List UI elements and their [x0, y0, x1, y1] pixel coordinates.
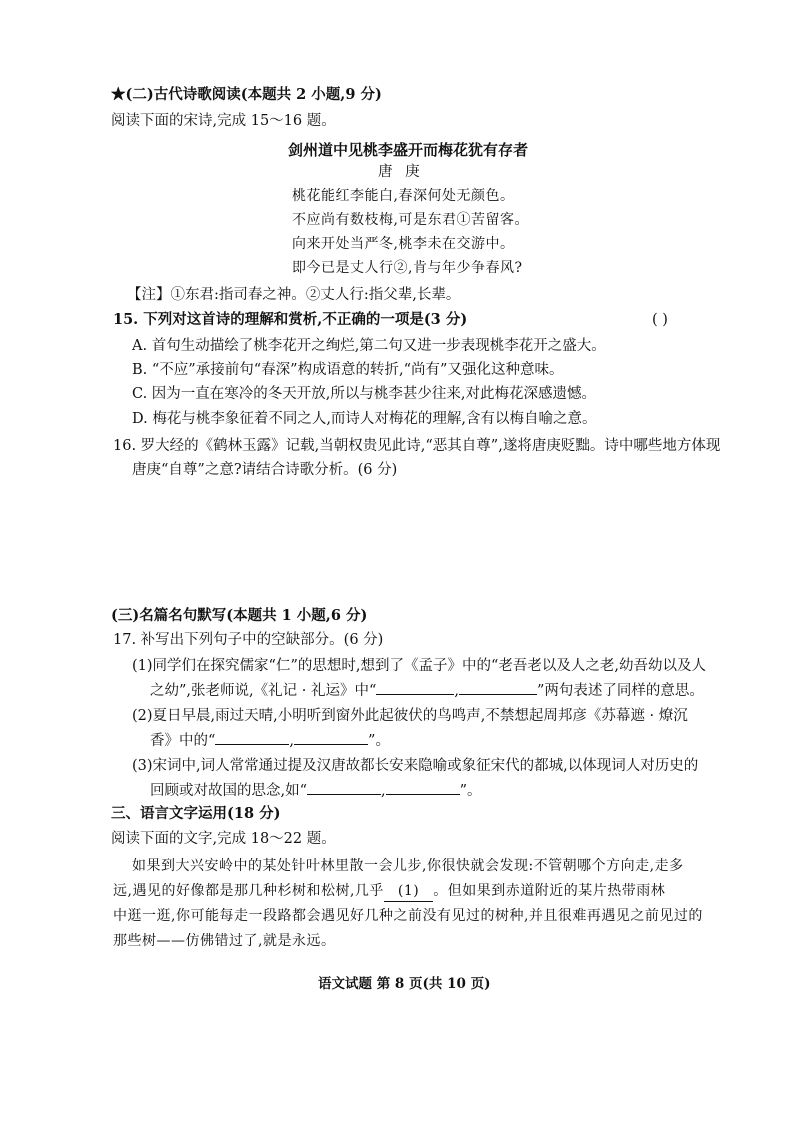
passage-line-4: 那些树——仿佛错过了,就是永远。 [113, 933, 336, 949]
item-1-prefix: 之幼”,张老师说,《礼记 · 礼运》中“ [150, 683, 377, 699]
question-17-stem: 17. 补写出下列句子中的空缺部分。(6 分) [113, 632, 384, 648]
poem-line-3: 向来开处当严冬,桃李未在交游中。 [292, 236, 515, 252]
passage-line-1: 如果到大兴安岭中的某处针叶林里散一会儿步,你很快就会发现:不管朝哪个方向走,走多 [132, 858, 684, 874]
poem-line-1: 桃花能红李能白,春深何处无颜色。 [292, 188, 515, 204]
question-17-item-1-line-1: (1)同学们在探究儒家“仁”的思想时,想到了《孟子》中的“老吾老以及人之老,幼吾幼以及人 [132, 658, 706, 674]
passage-line-2-suffix: 。但如果到赤道附近的某片热带雨林 [433, 883, 666, 899]
blank-17-3-a[interactable] [307, 780, 381, 795]
question-17-item-2-line-2 [150, 730, 390, 751]
question-17-item-3-line-1: (3)宋词中,词人常常通过提及汉唐故都长安来隐喻或象征宋代的都城,以体现词人对历史的 [132, 758, 699, 774]
item-1-separator: , [454, 683, 459, 699]
passage-line-3: 中逛一逛,你可能每走一段路都会遇见好几种之前没有见过的树种,并且很难再遇见之前见过的 [113, 908, 703, 924]
option-15-b: B. “不应”承接前句“春深”构成语意的转折,“尚有”又强化这种意味。 [132, 362, 564, 378]
question-17-item-3-line-2 [150, 780, 482, 801]
section-intro-poetry: 阅读下面的宋诗,完成 15～16 题。 [111, 113, 336, 129]
blank-17-2-b[interactable] [294, 730, 368, 745]
passage-line-2-prefix: 远,遇见的好像都是那几种杉树和松树,几乎 [113, 883, 384, 899]
item-2-separator: , [289, 733, 295, 749]
item-3-prefix: 回顾或对故国的思念,如“ [150, 783, 308, 799]
blank-17-1-a[interactable] [376, 680, 454, 695]
poem-title: 剑州道中见桃李盛开而梅花犹有存者 [288, 141, 529, 159]
blank-17-2-a[interactable] [215, 730, 289, 745]
poem-line-4: 即今已是丈人行②,肯与年少争春风? [292, 260, 523, 276]
item-2-suffix: ”。 [368, 733, 390, 749]
question-17-item-2-line-1: (2)夏日早晨,雨过天晴,小明听到窗外此起彼伏的鸟鸣声,不禁想起周邦彦《苏幕遮 · 燎沉 [132, 708, 688, 724]
answer-area-16[interactable] [132, 486, 692, 596]
section-heading-dictation: (三)名篇名句默写(本题共 1 小题,6 分) [111, 607, 368, 624]
passage-line-2 [113, 881, 665, 902]
poem-author: 唐 庚 [378, 164, 424, 180]
question-15-stem: 15. 下列对这首诗的理解和赏析,不正确的一项是(3 分) [113, 311, 468, 328]
question-16-line-2: 唐庚“自尊”之意?请结合诗歌分析。(6 分) [132, 462, 398, 478]
poem-line-2: 不应尚有数枝梅,可是东君①苦留客。 [292, 212, 529, 228]
section-heading-poetry: ★(二)古代诗歌阅读(本题共 2 小题,9 分) [111, 86, 382, 103]
item-3-separator: , [381, 783, 386, 799]
item-2-prefix: 香》中的“ [150, 733, 216, 749]
poem-note: 【注】①东君:指司春之神。②丈人行:指父辈,长辈。 [127, 287, 461, 303]
item-3-suffix: ”。 [459, 783, 482, 799]
option-15-c: C. 因为一直在寒冷的冬天开放,所以与桃李甚少往来,对此梅花深感遗憾。 [132, 386, 597, 402]
option-15-a: A. 首句生动描绘了桃李花开之绚烂,第二句又进一步表现桃李花开之盛大。 [132, 338, 606, 354]
blank-17-1-b[interactable] [459, 680, 537, 695]
answer-bracket-15[interactable]: ( ) [652, 312, 668, 328]
blank-17-3-b[interactable] [386, 780, 460, 795]
question-17-item-1-line-2 [150, 680, 704, 701]
page-footer: 语文试题 第 8 页(共 10 页) [318, 976, 491, 992]
part-3-intro: 阅读下面的文字,完成 18～22 题。 [111, 831, 336, 847]
item-1-suffix: ”两句表述了同样的意思。 [536, 683, 704, 699]
question-16-line-1: 16. 罗大经的《鹤林玉露》记载,当朝权贵见此诗,“恶其自尊”,遂将唐庚贬黜。诗中哪些地方体现 [113, 438, 721, 454]
part-3-heading: 三、语言文字运用(18 分) [111, 805, 281, 822]
option-15-d: D. 梅花与桃李象征着不同之人,而诗人对梅花的理解,含有以梅自喻之意。 [132, 411, 597, 427]
blank-passage-1[interactable]: (1) [384, 881, 433, 902]
